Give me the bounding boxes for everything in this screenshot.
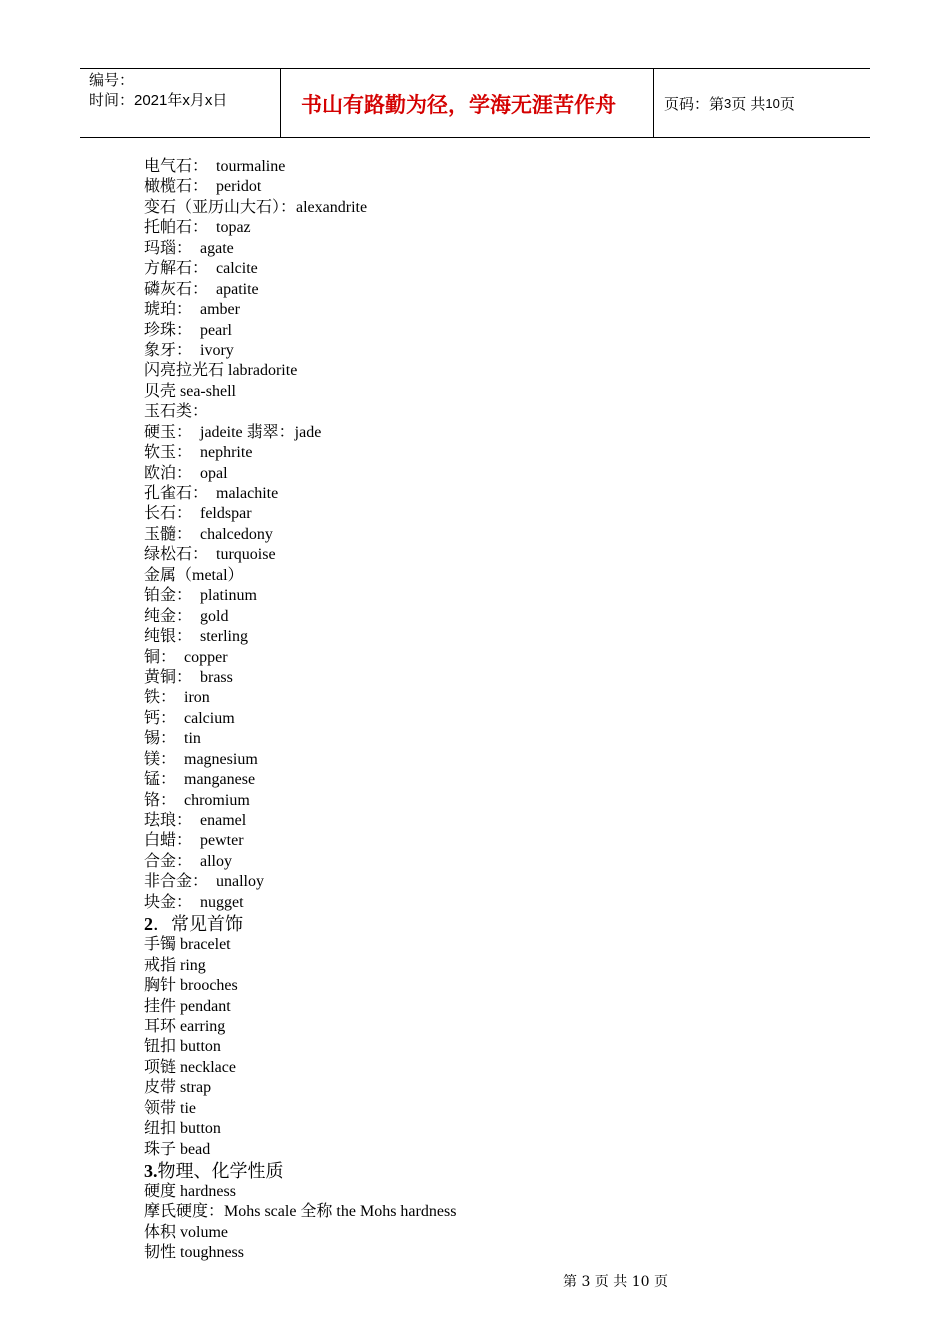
vocabulary-entry: 合金： alloy bbox=[144, 852, 232, 870]
page-end-label: 页 bbox=[779, 95, 795, 113]
page-header bbox=[80, 68, 870, 138]
page-label: 页码：第 bbox=[664, 95, 725, 113]
vocabulary-entry: 白蜡： pewter bbox=[144, 832, 244, 850]
vocabulary-entry: 挂件 pendant bbox=[144, 997, 231, 1015]
vocabulary-entry: 摩氏硬度：Mohs scale 全称 the Mohs hardness bbox=[144, 1203, 457, 1221]
section-title: 物理、化学性质 bbox=[157, 1161, 284, 1181]
section-heading-properties bbox=[144, 1160, 844, 1182]
vocabulary-list bbox=[144, 157, 844, 1264]
vocabulary-entry: 硬玉： jadeite 翡翠：jade bbox=[144, 423, 322, 441]
document-date: 时间：2021年x月x日 bbox=[89, 92, 228, 109]
vocabulary-entry: 玉髓： chalcedony bbox=[144, 525, 273, 543]
vocabulary-entry: 纯金： gold bbox=[144, 607, 229, 625]
vocabulary-entry: 铁： iron bbox=[144, 689, 210, 707]
vocabulary-entry: 玛瑙： agate bbox=[144, 239, 234, 257]
vocabulary-entry: 硬度 hardness bbox=[144, 1183, 236, 1200]
gem-metal-terms bbox=[144, 157, 844, 913]
vocabulary-entry: 变石（亚历山大石）：alexandrite bbox=[144, 198, 368, 216]
vocabulary-entry: 绿松石： turquoise bbox=[144, 546, 276, 564]
vocabulary-entry: 软玉： nephrite bbox=[144, 444, 253, 462]
vocabulary-entry: 领带 tie bbox=[144, 1099, 196, 1117]
section-heading-jewelry bbox=[144, 913, 844, 935]
vocabulary-entry: 韧性 toughness bbox=[144, 1244, 245, 1262]
vocabulary-entry: 锡： tin bbox=[144, 730, 201, 748]
vocabulary-entry: 珍珠： pearl bbox=[144, 321, 232, 339]
vocabulary-entry: 欧泊： opal bbox=[144, 464, 228, 482]
page-current: 3 bbox=[724, 95, 732, 111]
vocabulary-entry: 象牙： ivory bbox=[144, 341, 234, 359]
vocabulary-entry: 珐琅： enamel bbox=[144, 812, 247, 829]
vocabulary-entry: 珠子 bead bbox=[144, 1140, 211, 1158]
vocabulary-entry: 手镯 bracelet bbox=[144, 936, 231, 954]
section-number: 2 bbox=[144, 914, 153, 935]
vocabulary-entry: 镁： magnesium bbox=[144, 750, 258, 768]
vocabulary-entry: 铬： chromium bbox=[144, 791, 250, 809]
vocabulary-entry: 孔雀石： malachite bbox=[144, 485, 279, 502]
vocabulary-entry: 钙： calcium bbox=[144, 709, 235, 727]
vocabulary-entry: 铂金： platinum bbox=[144, 587, 257, 605]
header-meta bbox=[80, 69, 281, 137]
vocabulary-entry: 耳环 earring bbox=[144, 1017, 226, 1035]
document-number-label: 编号： bbox=[89, 72, 135, 89]
header-page-info bbox=[654, 69, 870, 137]
vocabulary-entry: 托帕石： topaz bbox=[144, 219, 251, 237]
vocabulary-entry: 钮扣 button bbox=[144, 1038, 221, 1056]
vocabulary-entry: 皮带 strap bbox=[144, 1079, 212, 1097]
property-terms bbox=[144, 1182, 844, 1264]
vocabulary-entry: 非合金： unalloy bbox=[144, 873, 264, 891]
vocabulary-entry: 金属（metal） bbox=[144, 566, 244, 584]
vocabulary-entry: 纽扣 button bbox=[144, 1120, 221, 1138]
section-title: ．常见首饰 bbox=[153, 914, 243, 935]
vocabulary-entry: 黄铜： brass bbox=[144, 668, 233, 686]
section-number: 3. bbox=[144, 1161, 158, 1181]
page-footer: 第 3 页 共 10 页 bbox=[563, 1274, 668, 1290]
vocabulary-entry: 琥珀： amber bbox=[144, 301, 240, 319]
vocabulary-entry: 玉石类： bbox=[144, 403, 209, 421]
vocabulary-entry: 纯银： sterling bbox=[144, 628, 248, 646]
jewelry-terms bbox=[144, 935, 844, 1160]
vocabulary-entry: 锰： manganese bbox=[144, 771, 256, 789]
vocabulary-entry: 铜： copper bbox=[144, 648, 228, 666]
page-mid-label: 页 共 bbox=[731, 95, 766, 113]
vocabulary-entry: 橄榄石： peridot bbox=[144, 178, 262, 196]
header-motto: 书山有路勤为径，学海无涯苦作舟 bbox=[281, 69, 654, 137]
vocabulary-entry: 长石： feldspar bbox=[144, 505, 252, 523]
page-total: 10 bbox=[765, 95, 780, 111]
vocabulary-entry: 磷灰石： apatite bbox=[144, 280, 259, 298]
vocabulary-entry: 电气石： tourmaline bbox=[144, 158, 286, 175]
vocabulary-entry: 戒指 ring bbox=[144, 956, 206, 974]
vocabulary-entry: 项链 necklace bbox=[144, 1058, 236, 1076]
vocabulary-entry: 闪亮拉光石 labradorite bbox=[144, 362, 298, 380]
vocabulary-entry: 方解石： calcite bbox=[144, 260, 258, 278]
vocabulary-entry: 体积 volume bbox=[144, 1223, 228, 1241]
vocabulary-entry: 块金： nugget bbox=[144, 893, 244, 911]
vocabulary-entry: 胸针 brooches bbox=[144, 977, 238, 995]
vocabulary-entry: 贝壳 sea-shell bbox=[144, 382, 236, 400]
